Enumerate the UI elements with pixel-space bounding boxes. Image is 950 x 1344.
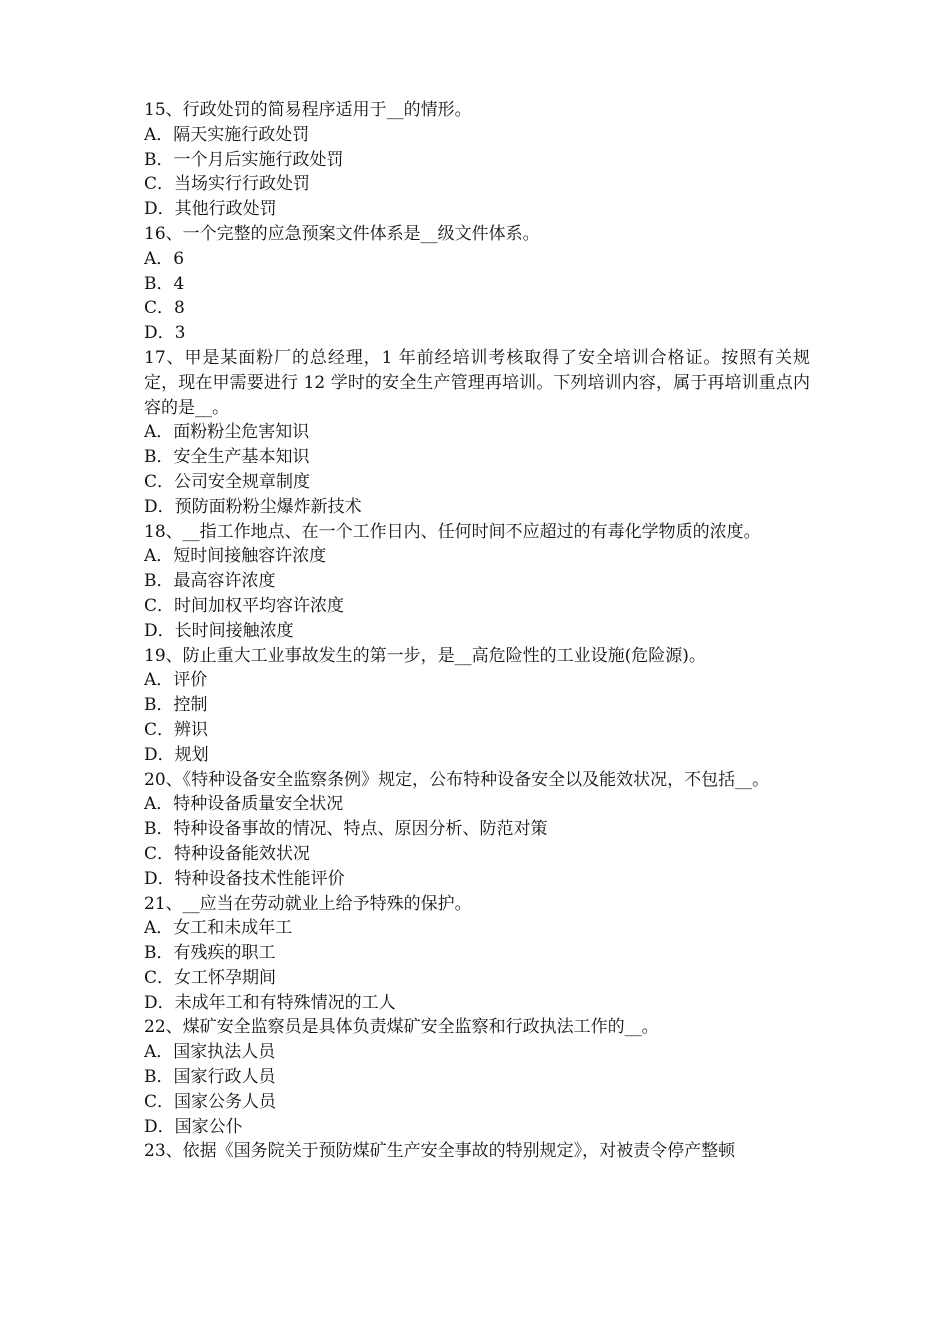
answer-option: D．预防面粉粉尘爆炸新技术 — [144, 496, 362, 517]
answer-option: D．未成年工和有特殊情况的工人 — [144, 992, 396, 1013]
answer-option: A．隔天实施行政处罚 — [144, 124, 310, 145]
question-list — [144, 98, 810, 1164]
answer-option: A．特种设备质量安全状况 — [144, 794, 344, 815]
answer-option: A．短时间接触容许浓度 — [144, 546, 327, 567]
answer-option: A．面粉粉尘危害知识 — [144, 422, 310, 443]
answer-option: D．规划 — [144, 744, 209, 765]
question-stem: 17、甲是某面粉厂的总经理，1 年前经培训考核取得了安全培训合格证。按照有关规定，现在甲需要进行 12 学时的安全生产管理再培训。下列培训内容，属于再培训重点内容的是__。 — [144, 347, 810, 418]
answer-option: A．女工和未成年工 — [144, 918, 293, 939]
answer-option: B．国家行政人员 — [144, 1067, 276, 1088]
question-stem: 23、依据《国务院关于预防煤矿生产安全事故的特别规定》，对被责令停产整顿 — [144, 1141, 736, 1162]
answer-option: C．公司安全规章制度 — [144, 471, 311, 492]
answer-option: A．评价 — [144, 670, 208, 691]
question-stem: 18、__指工作地点、在一个工作日内、任何时间不应超过的有毒化学物质的浓度。 — [144, 521, 761, 542]
answer-option: B．一个月后实施行政处罚 — [144, 149, 344, 170]
question-stem: 15、行政处罚的简易程序适用于__的情形。 — [144, 100, 472, 120]
answer-option: A．6 — [144, 248, 185, 269]
answer-option: C．当场实行行政处罚 — [144, 174, 311, 195]
answer-option: C．时间加权平均容许浓度 — [144, 595, 345, 616]
answer-option: D．国家公仆 — [144, 1116, 243, 1137]
answer-option: D．3 — [144, 323, 186, 344]
question-stem: 16、一个完整的应急预案文件体系是__级文件体系。 — [144, 223, 540, 244]
answer-option: C．辨识 — [144, 719, 209, 740]
answer-option: B．有残疾的职工 — [144, 943, 276, 964]
question-stem: 20、《特种设备安全监察条例》规定，公布特种设备安全以及能效状况，不包括__。 — [144, 769, 770, 790]
answer-option: C．特种设备能效状况 — [144, 843, 311, 864]
answer-option: D．其他行政处罚 — [144, 199, 277, 220]
answer-option: A．国家执法人员 — [144, 1042, 276, 1063]
answer-option: C．8 — [144, 298, 185, 319]
answer-option: B．特种设备事故的情况、特点、原因分析、防范对策 — [144, 819, 548, 840]
answer-option: B．安全生产基本知识 — [144, 447, 310, 468]
answer-option: C．女工怀孕期间 — [144, 967, 277, 988]
question-stem: 19、防止重大工业事故发生的第一步，是__高危险性的工业设施(危险源)。 — [144, 645, 706, 666]
answer-option: B．最高容许浓度 — [144, 571, 276, 592]
answer-option: B．4 — [144, 273, 185, 294]
answer-option: C．国家公务人员 — [144, 1091, 277, 1112]
question-stem: 22、煤矿安全监察员是具体负责煤矿安全监察和行政执法工作的__。 — [144, 1017, 659, 1038]
answer-option: D．长时间接触浓度 — [144, 620, 294, 641]
answer-option: D．特种设备技术性能评价 — [144, 868, 345, 889]
answer-option: B．控制 — [144, 695, 208, 716]
question-stem: 21、__应当在劳动就业上给予特殊的保护。 — [144, 893, 472, 914]
